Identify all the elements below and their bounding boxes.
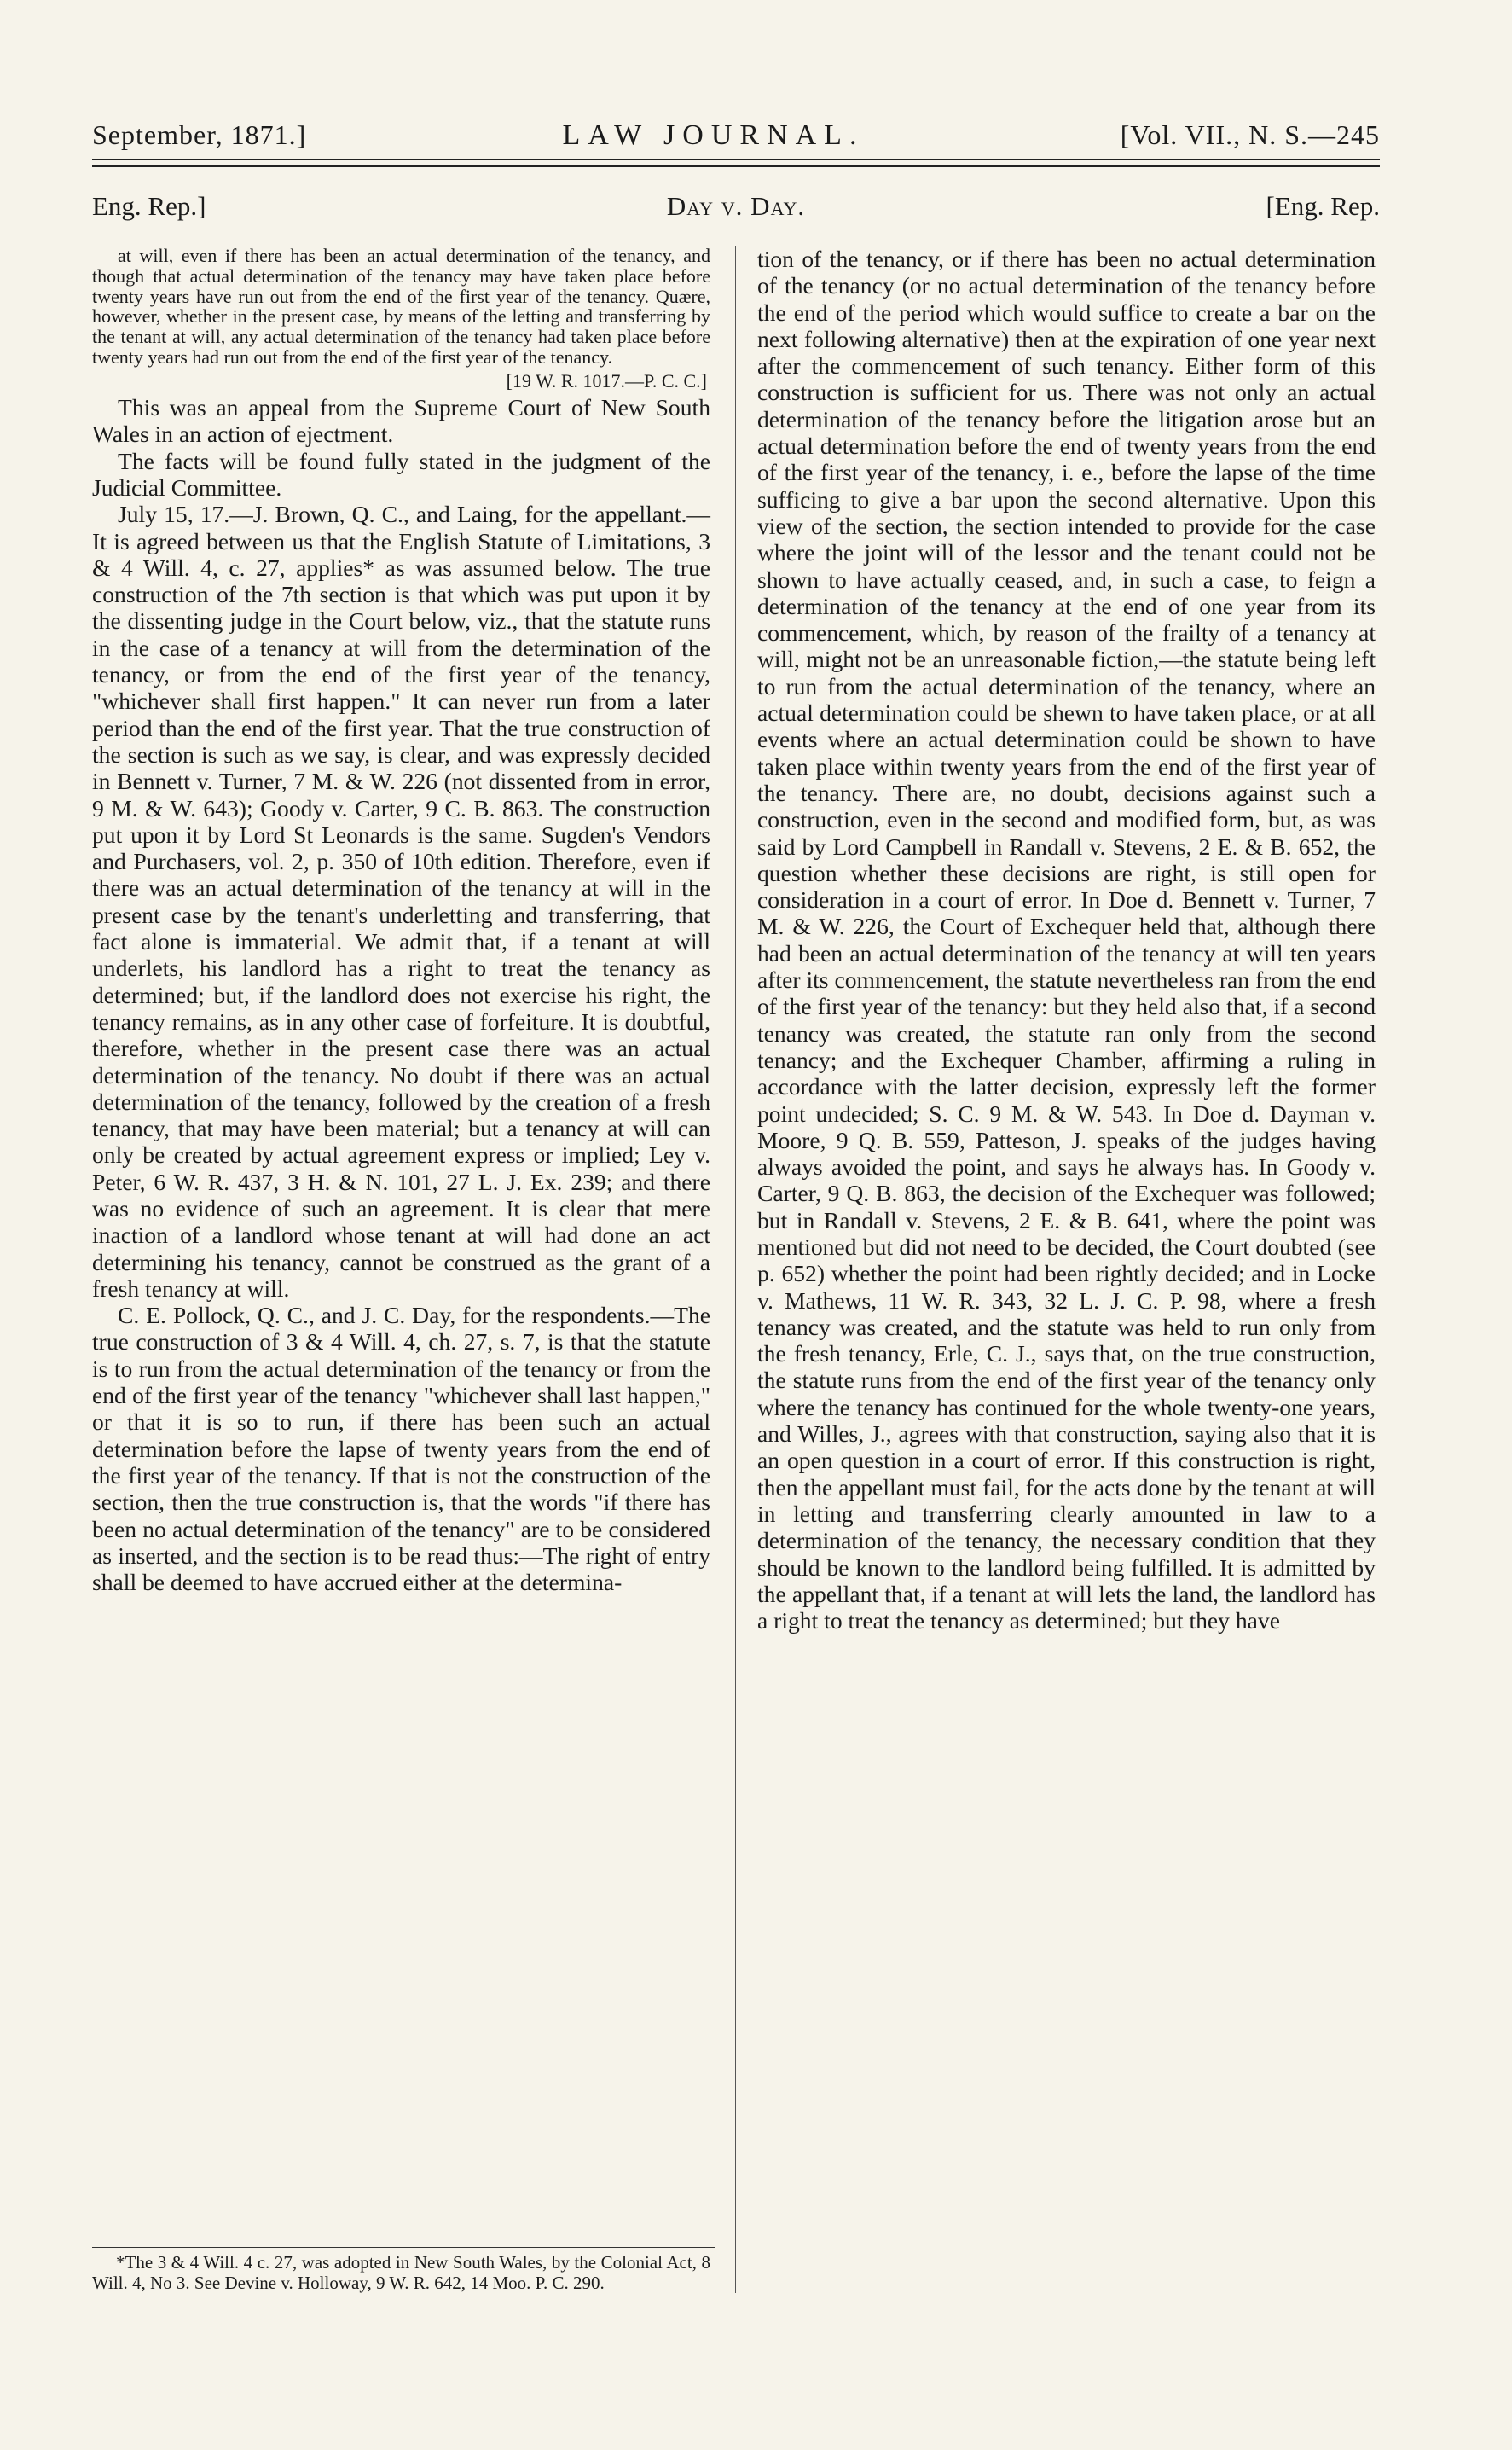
paragraph-appellant-argument: July 15, 17.—J. Brown, Q. C., and Laing, for the appellant.—It is agreed between us that the English Statute of Limitations, 3 & 4 Will. 4, c. 27, applies* as was assumed below. The true construction of the 7th section is that which was put upon it by the dissenting judge in the Court below, viz., that the statute runs in the case of a tenancy at will from the determination of the tenancy, or from the end of the first year of the tenancy, "whichever shall first happen." It can never run from a later period than the end of the first year. That the true construction of the section is such as we say, is clear, and was expressly decided in Bennett v. Turner, 7 M. & W. 226 (not dissented from in error, 9 M. & W. 643); Goody v. Carter, 9 C. B. 863. The construction put upon it by Lord St Leonards is the same. Sugden's Vendors and Purchasers, vol. 2, p. 350 of 10th edition. Therefore, even if there was an actual determination of the tenancy at will in the present case by the tenant's underletting and transferring, that fact alone is immaterial. We admit that, if a tenant at will underlets, his landlord has a right to treat the tenancy as determined; but, if the landlord does not exercise his right, the tenancy remains, as in any other case of forfeiture. It is doubtful, therefore, whether in the present case there was an actual determination of the tenancy. No doubt if there was an actual determination of the tenancy, followed by the creation of a fresh tenancy, that may have been material; but a tenancy at will can only be created by actual agreement express or implied; Ley v. Peter, 6 W. R. 437, 3 H. & N. 101, 27 L. J. Ex. 239; and there was no evidence of such an agreement. It is clear that mere inaction of a landlord whose tenant at will had done an act determining his tenancy, cannot be construed as the grant of a fresh tenancy at will. bbox=[92, 501, 710, 1302]
header-double-rule bbox=[92, 159, 1380, 167]
volume-page-number: [Vol. VII., N. S.—245 bbox=[1120, 119, 1380, 150]
headnote-citation: [19 W. R. 1017.—P. C. C.] bbox=[506, 369, 707, 392]
headnote: at will, even if there has been an actual determination of the tenancy, and though that actual determination of the tenancy may have taken place before twenty years have run out from the end of the first year of the tenancy. Quære, however, whether in the present case, by means of the letting and transferring by the tenant at will, any actual determination of the tenancy had taken place before twenty years had run out from the end of the first year of the tenancy. bbox=[92, 245, 710, 368]
left-column bbox=[92, 246, 710, 1595]
running-header bbox=[92, 119, 1380, 152]
footnote-rule bbox=[92, 2247, 715, 2248]
journal-title: LAW JOURNAL. bbox=[562, 119, 865, 151]
right-column bbox=[757, 246, 1376, 1634]
footnote bbox=[92, 2252, 710, 2293]
column-divider bbox=[735, 246, 736, 2293]
report-label-left: Eng. Rep.] bbox=[92, 191, 206, 221]
paragraph-respondent-argument: C. E. Pollock, Q. C., and J. C. Day, for the respondents.—The true construction of 3 & 4 Will. 4, ch. 27, s. 7, is that the statute is to run from the actual determination of the tenancy or from the end of the first year of the tenancy "whichever shall last happen," or that it is so to run, if there has been such an actual determination before the lapse of twenty years from the end of the first year of the tenancy. If that is not the construction of the section, then the true construction is, that the words "if there has been no actual determination of the tenancy" are to be considered as inserted, and the section is to be read thus:—The right of entry shall be deemed to have accrued either at the determina- bbox=[92, 1302, 710, 1596]
paragraph-appeal: This was an appeal from the Supreme Court of New South Wales in an action of ejectment. bbox=[92, 394, 710, 448]
issue-date: September, 1871.] bbox=[92, 119, 307, 150]
report-label-right: [Eng. Rep. bbox=[1266, 191, 1380, 221]
paragraph-facts: The facts will be found fully stated in the judgment of the Judicial Committee. bbox=[92, 447, 710, 501]
footnote-text: *The 3 & 4 Will. 4 c. 27, was adopted in New South Wales, by the Colonial Act, 8 Will. 4, No 3. See Devine v. Holloway, 9 W. R. 642, 14 Moo. P. C. 290. bbox=[92, 2252, 710, 2293]
paragraph-continuation: tion of the tenancy, or if there has been no actual determination of the tenancy (or no actual determination of the tenancy before the end of the period which would suffice to create a bar on the next following alternative) then at the expiration of one year next after the commencement of such tenancy. Either form of this construction is sufficient for us. There was not only an actual determination of the tenancy before the litigation arose but an actual determination before the end of twenty years from the end of the first year of the tenancy, i. e., before the lapse of the time sufficing to give a bar upon the second alternative. Upon this view of the section, the section intended to provide for the case where the joint will of the lessor and the tenant could not be shown to have actually ceased, and, in such a case, to feign a determination of the tenancy at the end of one year from its commencement, which, by reason of the frailty of a tenancy at will, might not be an unreasonable fiction,—the statute being left to run from the actual determination of the tenancy, where an actual determination could be shewn to have taken place, or at all events where an actual determination could be shown to have taken place within twenty years from the end of the first year of the tenancy. There are, no doubt, decisions against such a construction, even in the second and modified form, but, as was said by Lord Campbell in Randall v. Stevens, 2 E. & B. 652, the question whether these decisions are right, is still open for consideration in a court of error. In Doe d. Bennett v. Turner, 7 M. & W. 226, the Court of Exchequer held that, although there had been an actual determination of the tenancy at will ten years after its commencement, the statute nevertheless ran from the end of the first year of the tenancy: but they held also that, if a second tenancy was created, the statute ran only from the second tenancy; and the Exchequer Chamber, affirming a ruling in accordance with the latter decision, expressly left the former point undecided; S. C. 9 M. & W. 543. In Doe d. Dayman v. Moore, 9 Q. B. 559, Patteson, J. speaks of the judges having always avoided the point, and says he always has. In Goody v. Carter, 9 Q. B. 863, the decision of the Exchequer was followed; but in Randall v. Stevens, 2 E. & B. 641, where the point was mentioned but did not need to be decided, the Court doubted (see p. 652) whether the point had been rightly decided; and in Locke v. Mathews, 11 W. R. 343, 32 L. J. C. P. 98, where a fresh tenancy was created, and the statute was held to run only from the fresh tenancy, Erle, C. J., says that, on the true construction, the statute runs from the end of the first year of the tenancy only where the tenancy has continued for the whole twenty-one years, and Willes, J., agrees with that construction, saying also that it is an open question in a court of error. If this construction is right, then the appellant must fail, for the acts done by the tenant at will in letting and transferring clearly amounted in law to a determination of the tenancy, the necessary condition that they should be known to the landlord being fulfilled. It is admitted by the appellant that, if a tenant at will lets the land, the landlord has a right to treat the tenancy as determined; but they have bbox=[757, 246, 1376, 1634]
case-name: Day v. Day. bbox=[666, 191, 806, 221]
case-header bbox=[92, 191, 1380, 222]
